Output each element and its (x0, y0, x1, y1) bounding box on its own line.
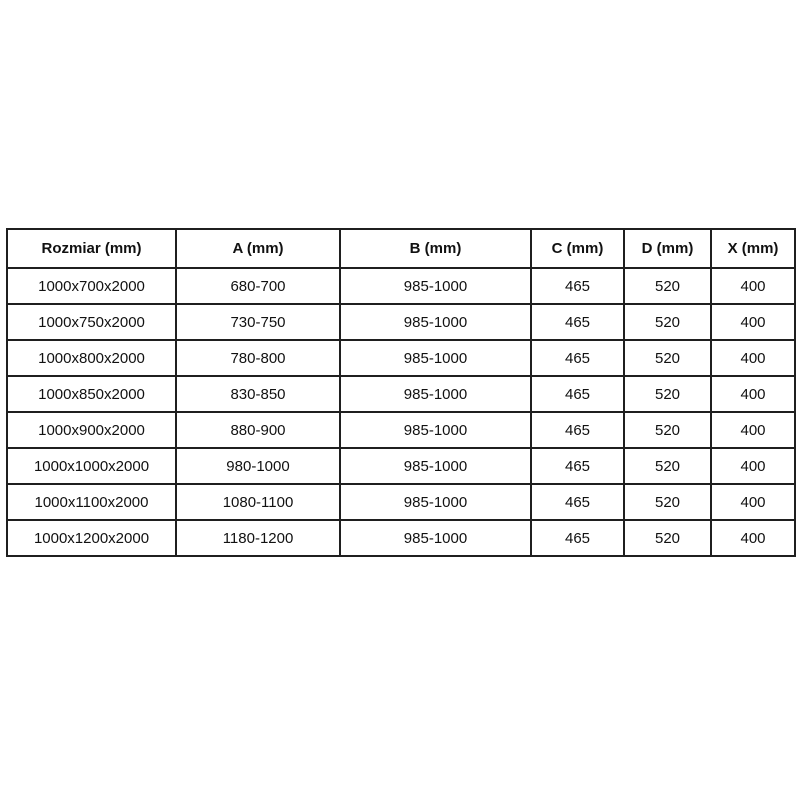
table-cell: 780-800 (176, 340, 340, 376)
table-cell: 985-1000 (340, 304, 531, 340)
table-cell: 680-700 (176, 268, 340, 304)
table-cell: 1000x850x2000 (7, 376, 176, 412)
table-cell: 1000x1000x2000 (7, 448, 176, 484)
table-row (7, 268, 795, 304)
table-cell: 520 (624, 412, 711, 448)
table-cell: 1000x1200x2000 (7, 520, 176, 556)
table-body (7, 268, 795, 556)
table-cell: 520 (624, 520, 711, 556)
table-cell: 465 (531, 448, 624, 484)
table-cell: 400 (711, 484, 795, 520)
column-header-x: X (mm) (711, 229, 795, 268)
table-cell: 880-900 (176, 412, 340, 448)
table-cell: 400 (711, 340, 795, 376)
column-header-a: A (mm) (176, 229, 340, 268)
table-cell: 400 (711, 376, 795, 412)
table-cell: 400 (711, 268, 795, 304)
column-header-b: B (mm) (340, 229, 531, 268)
table-cell: 730-750 (176, 304, 340, 340)
table-cell: 1000x900x2000 (7, 412, 176, 448)
table-cell: 465 (531, 412, 624, 448)
table-row (7, 520, 795, 556)
table-cell: 520 (624, 448, 711, 484)
table-cell: 1000x1100x2000 (7, 484, 176, 520)
table-header (7, 229, 795, 268)
table-row (7, 448, 795, 484)
table-cell: 400 (711, 520, 795, 556)
table-cell: 985-1000 (340, 484, 531, 520)
table-cell: 520 (624, 304, 711, 340)
table-cell: 520 (624, 268, 711, 304)
table-cell: 980-1000 (176, 448, 340, 484)
column-header-rozmiar: Rozmiar (mm) (7, 229, 176, 268)
table-cell: 520 (624, 484, 711, 520)
table-cell: 985-1000 (340, 340, 531, 376)
table-row (7, 340, 795, 376)
table-cell: 465 (531, 268, 624, 304)
table-cell: 465 (531, 340, 624, 376)
table-cell: 985-1000 (340, 520, 531, 556)
dimensions-table (6, 228, 796, 557)
column-header-d: D (mm) (624, 229, 711, 268)
table-cell: 1000x700x2000 (7, 268, 176, 304)
table-cell: 520 (624, 340, 711, 376)
table-cell: 830-850 (176, 376, 340, 412)
table-cell: 985-1000 (340, 376, 531, 412)
table-cell: 1180-1200 (176, 520, 340, 556)
table-cell: 400 (711, 448, 795, 484)
table-cell: 465 (531, 376, 624, 412)
table-cell: 520 (624, 376, 711, 412)
table-row (7, 412, 795, 448)
table-row (7, 304, 795, 340)
table-row (7, 484, 795, 520)
column-header-c: C (mm) (531, 229, 624, 268)
header-row (7, 229, 795, 268)
table-cell: 1000x750x2000 (7, 304, 176, 340)
table-cell: 985-1000 (340, 448, 531, 484)
table-cell: 465 (531, 484, 624, 520)
table-cell: 1000x800x2000 (7, 340, 176, 376)
table-cell: 465 (531, 520, 624, 556)
table-cell: 400 (711, 304, 795, 340)
table-cell: 985-1000 (340, 268, 531, 304)
table-cell: 400 (711, 412, 795, 448)
table-cell: 465 (531, 304, 624, 340)
table-cell: 1080-1100 (176, 484, 340, 520)
table-row (7, 376, 795, 412)
table-cell: 985-1000 (340, 412, 531, 448)
